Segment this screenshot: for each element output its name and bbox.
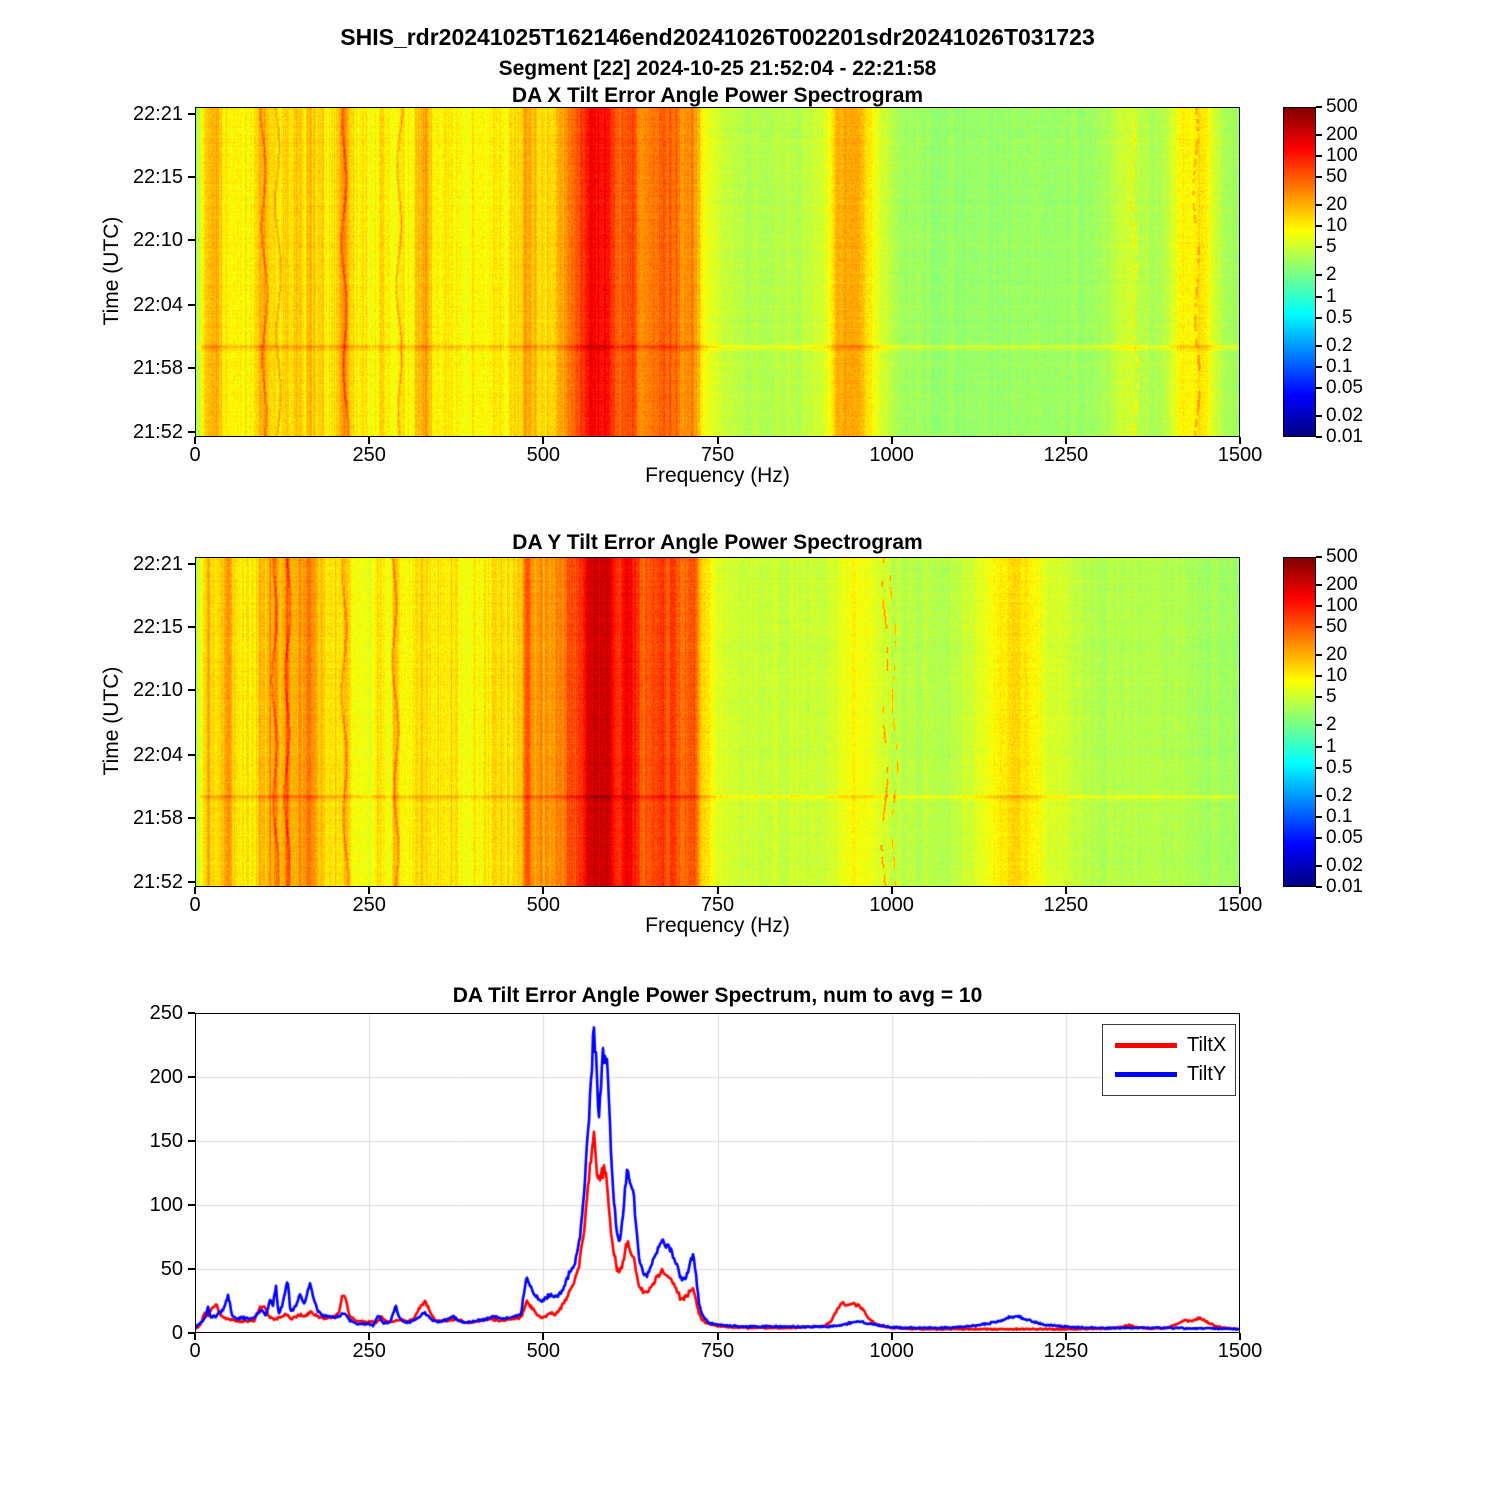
- x-tick-mark: [194, 1333, 196, 1340]
- colorbar-tick-mark: [1316, 584, 1322, 586]
- time-tick-label: 22:10: [132, 228, 183, 251]
- colorbar-tick-label: 1: [1326, 735, 1337, 757]
- x-tick-mark: [717, 437, 719, 444]
- time-tick-label: 22:21: [132, 102, 183, 125]
- figure-title: SHIS_rdr20241025T162146end20241026T002201sdr20241026T031723: [340, 24, 1095, 50]
- x-tick-mark: [1065, 887, 1067, 894]
- colorbar-x: [1283, 107, 1316, 437]
- x-tick-label: 1000: [869, 894, 914, 916]
- colorbar-tick-mark: [1316, 724, 1322, 726]
- x-tick-label: 500: [526, 1340, 561, 1362]
- x-tick-mark: [717, 887, 719, 894]
- colorbar-tick-label: 0.2: [1326, 334, 1353, 356]
- y-tick-mark: [188, 817, 195, 819]
- colorbar-tick-mark: [1316, 837, 1322, 839]
- colorbar-tick-mark: [1316, 415, 1322, 417]
- y-tick-mark: [188, 367, 195, 369]
- colorbar-tick-label: 50: [1326, 166, 1348, 188]
- colorbar-x-gradient: [1283, 107, 1316, 437]
- colorbar-y-gradient: [1283, 557, 1316, 887]
- colorbar-tick-mark: [1316, 366, 1322, 368]
- spectrogram-y-ylabel: Time (UTC): [100, 666, 123, 776]
- colorbar-tick-label: 0.02: [1326, 404, 1363, 426]
- spectrogram-y-xlabel: Frequency (Hz): [645, 914, 790, 937]
- spectrogram-y-image: [195, 557, 1240, 887]
- x-tick-label: 1250: [1043, 444, 1089, 466]
- x-tick-mark: [891, 1333, 893, 1340]
- time-tick-label: 22:21: [132, 552, 183, 575]
- colorbar-tick-label: 0.5: [1326, 306, 1353, 328]
- y-tick-mark: [188, 626, 195, 628]
- y-tick-mark: [188, 1140, 195, 1142]
- spectrum-plot-canvas: [195, 1013, 1240, 1333]
- x-tick-label: 500: [526, 444, 561, 466]
- colorbar-tick-label: 0.2: [1326, 784, 1353, 806]
- colorbar-tick-mark: [1316, 155, 1322, 157]
- colorbar-tick-label: 0.02: [1326, 854, 1363, 876]
- y-tick-mark: [188, 881, 195, 883]
- y-tick-mark: [188, 1268, 195, 1270]
- colorbar-tick-mark: [1316, 675, 1322, 677]
- x-tick-label: 500: [526, 894, 561, 916]
- legend-label-tilty: TiltY: [1187, 1063, 1227, 1085]
- y-tick-mark: [188, 1332, 195, 1334]
- spectrum-plot: [195, 1013, 1240, 1333]
- spectrogram-x-image: [195, 107, 1240, 437]
- colorbar-tick-label: 10: [1326, 665, 1348, 687]
- colorbar-tick-mark: [1316, 296, 1322, 298]
- colorbar-tick-mark: [1316, 654, 1322, 656]
- colorbar-tick-mark: [1316, 886, 1322, 888]
- spectrogram-x-plot: [195, 107, 1240, 437]
- x-tick-label: 250: [352, 1340, 386, 1362]
- x-tick-mark: [1239, 437, 1241, 444]
- y-tick-mark: [188, 113, 195, 115]
- legend-label-tiltx: TiltX: [1187, 1034, 1227, 1056]
- x-tick-label: 1250: [1043, 894, 1089, 916]
- figure-subtitle: Segment [22] 2024-10-25 21:52:04 - 22:21:58: [498, 57, 937, 80]
- y-tick-mark: [188, 1076, 195, 1078]
- x-tick-label: 0: [189, 444, 201, 466]
- x-tick-label: 1250: [1043, 1340, 1089, 1362]
- y-tick-label: 200: [149, 1066, 183, 1088]
- x-tick-mark: [368, 437, 370, 444]
- time-tick-label: 22:10: [132, 678, 183, 701]
- colorbar-tick-mark: [1316, 795, 1322, 797]
- x-tick-label: 1500: [1217, 1340, 1263, 1362]
- x-tick-label: 250: [352, 444, 386, 466]
- spectrogram-y-plot: [195, 557, 1240, 887]
- colorbar-tick-label: 0.01: [1326, 426, 1363, 447]
- x-tick-label: 750: [700, 1340, 735, 1362]
- x-tick-mark: [542, 1333, 544, 1340]
- colorbar-tick-label: 20: [1326, 194, 1348, 216]
- spectrogram-x-title: DA X Tilt Error Angle Power Spectrogram: [511, 84, 924, 107]
- colorbar-tick-mark: [1316, 746, 1322, 748]
- legend-item-tilty: [1103, 1062, 1235, 1086]
- x-tick-mark: [1239, 887, 1241, 894]
- colorbar-tick-mark: [1316, 106, 1322, 108]
- x-tick-mark: [1239, 1333, 1241, 1340]
- y-tick-label: 50: [160, 1258, 183, 1280]
- time-tick-label: 22:04: [132, 744, 183, 766]
- colorbar-tick-label: 0.1: [1326, 355, 1353, 377]
- x-tick-label: 1500: [1217, 894, 1263, 916]
- x-tick-label: 0: [189, 1340, 201, 1362]
- x-tick-mark: [368, 887, 370, 894]
- colorbar-tick-label: 0.01: [1326, 876, 1363, 897]
- time-tick-label: 21:58: [132, 356, 183, 379]
- colorbar-tick-mark: [1316, 865, 1322, 867]
- colorbar-tick-label: 2: [1326, 714, 1337, 736]
- x-tick-label: 750: [700, 894, 735, 916]
- x-tick-mark: [1065, 1333, 1067, 1340]
- y-tick-mark: [188, 754, 195, 756]
- colorbar-tick-label: 1: [1326, 285, 1337, 307]
- colorbar-tick-label: 5: [1326, 686, 1337, 708]
- y-tick-mark: [188, 304, 195, 306]
- colorbar-tick-label: 50: [1326, 616, 1348, 638]
- colorbar-tick-mark: [1316, 134, 1322, 136]
- y-tick-label: 0: [171, 1322, 183, 1344]
- colorbar-tick-mark: [1316, 345, 1322, 347]
- legend-swatch-tiltx: [1115, 1043, 1177, 1048]
- colorbar-tick-mark: [1316, 556, 1322, 558]
- legend: [1102, 1024, 1236, 1096]
- x-tick-label: 250: [352, 894, 386, 916]
- time-tick-label: 21:52: [132, 871, 183, 894]
- colorbar-tick-mark: [1316, 176, 1322, 178]
- y-tick-mark: [188, 1204, 195, 1206]
- colorbar-tick-label: 500: [1326, 96, 1358, 117]
- x-tick-mark: [194, 887, 196, 894]
- x-tick-mark: [194, 437, 196, 444]
- spectrogram-x-xlabel: Frequency (Hz): [645, 464, 790, 487]
- time-tick-label: 22:04: [132, 294, 183, 316]
- x-tick-mark: [891, 437, 893, 444]
- colorbar-tick-mark: [1316, 605, 1322, 607]
- colorbar-tick-mark: [1316, 816, 1322, 818]
- y-tick-mark: [188, 176, 195, 178]
- colorbar-tick-mark: [1316, 436, 1322, 438]
- x-tick-mark: [891, 887, 893, 894]
- colorbar-tick-label: 100: [1326, 145, 1358, 167]
- colorbar-tick-label: 20: [1326, 644, 1348, 666]
- time-tick-label: 21:52: [132, 421, 183, 444]
- x-tick-label: 1500: [1217, 444, 1263, 466]
- colorbar-tick-label: 0.1: [1326, 805, 1353, 827]
- legend-item-tiltx: [1103, 1033, 1235, 1057]
- x-tick-mark: [368, 1333, 370, 1340]
- y-tick-mark: [188, 431, 195, 433]
- colorbar-tick-mark: [1316, 626, 1322, 628]
- spectrum-title: DA Tilt Error Angle Power Spectrum, num to avg = 10: [452, 984, 983, 1007]
- colorbar-tick-label: 200: [1326, 123, 1358, 145]
- y-tick-label: 250: [149, 1002, 183, 1024]
- colorbar-tick-label: 0.05: [1326, 376, 1363, 398]
- colorbar-tick-label: 100: [1326, 595, 1358, 617]
- colorbar-tick-mark: [1316, 767, 1322, 769]
- colorbar-tick-mark: [1316, 696, 1322, 698]
- x-tick-mark: [1065, 437, 1067, 444]
- colorbar-tick-mark: [1316, 246, 1322, 248]
- x-tick-label: 750: [700, 444, 735, 466]
- colorbar-tick-label: 0.05: [1326, 826, 1363, 848]
- y-tick-label: 100: [149, 1194, 183, 1216]
- x-tick-mark: [542, 887, 544, 894]
- colorbar-tick-label: 2: [1326, 264, 1337, 286]
- x-tick-mark: [717, 1333, 719, 1340]
- time-tick-label: 22:15: [132, 615, 183, 638]
- colorbar-tick-label: 200: [1326, 573, 1358, 595]
- y-tick-mark: [188, 1012, 195, 1014]
- spectrogram-x-ylabel: Time (UTC): [100, 216, 123, 326]
- colorbar-tick-label: 5: [1326, 236, 1337, 258]
- legend-swatch-tilty: [1115, 1072, 1177, 1077]
- colorbar-tick-mark: [1316, 225, 1322, 227]
- x-tick-label: 1000: [869, 444, 914, 466]
- colorbar-tick-label: 0.5: [1326, 756, 1353, 778]
- y-tick-mark: [188, 239, 195, 241]
- colorbar-tick-mark: [1316, 274, 1322, 276]
- x-tick-mark: [542, 437, 544, 444]
- x-tick-label: 0: [189, 894, 201, 916]
- y-tick-label: 150: [149, 1130, 183, 1152]
- colorbar-tick-mark: [1316, 387, 1322, 389]
- colorbar-tick-mark: [1316, 204, 1322, 206]
- colorbar-y: [1283, 557, 1316, 887]
- colorbar-tick-label: 500: [1326, 546, 1358, 567]
- time-tick-label: 21:58: [132, 806, 183, 829]
- time-tick-label: 22:15: [132, 165, 183, 188]
- colorbar-tick-label: 10: [1326, 215, 1348, 237]
- spectrogram-y-title: DA Y Tilt Error Angle Power Spectrogram: [512, 531, 923, 554]
- colorbar-tick-mark: [1316, 317, 1322, 319]
- x-tick-label: 1000: [869, 1340, 914, 1362]
- y-tick-mark: [188, 689, 195, 691]
- y-tick-mark: [188, 563, 195, 565]
